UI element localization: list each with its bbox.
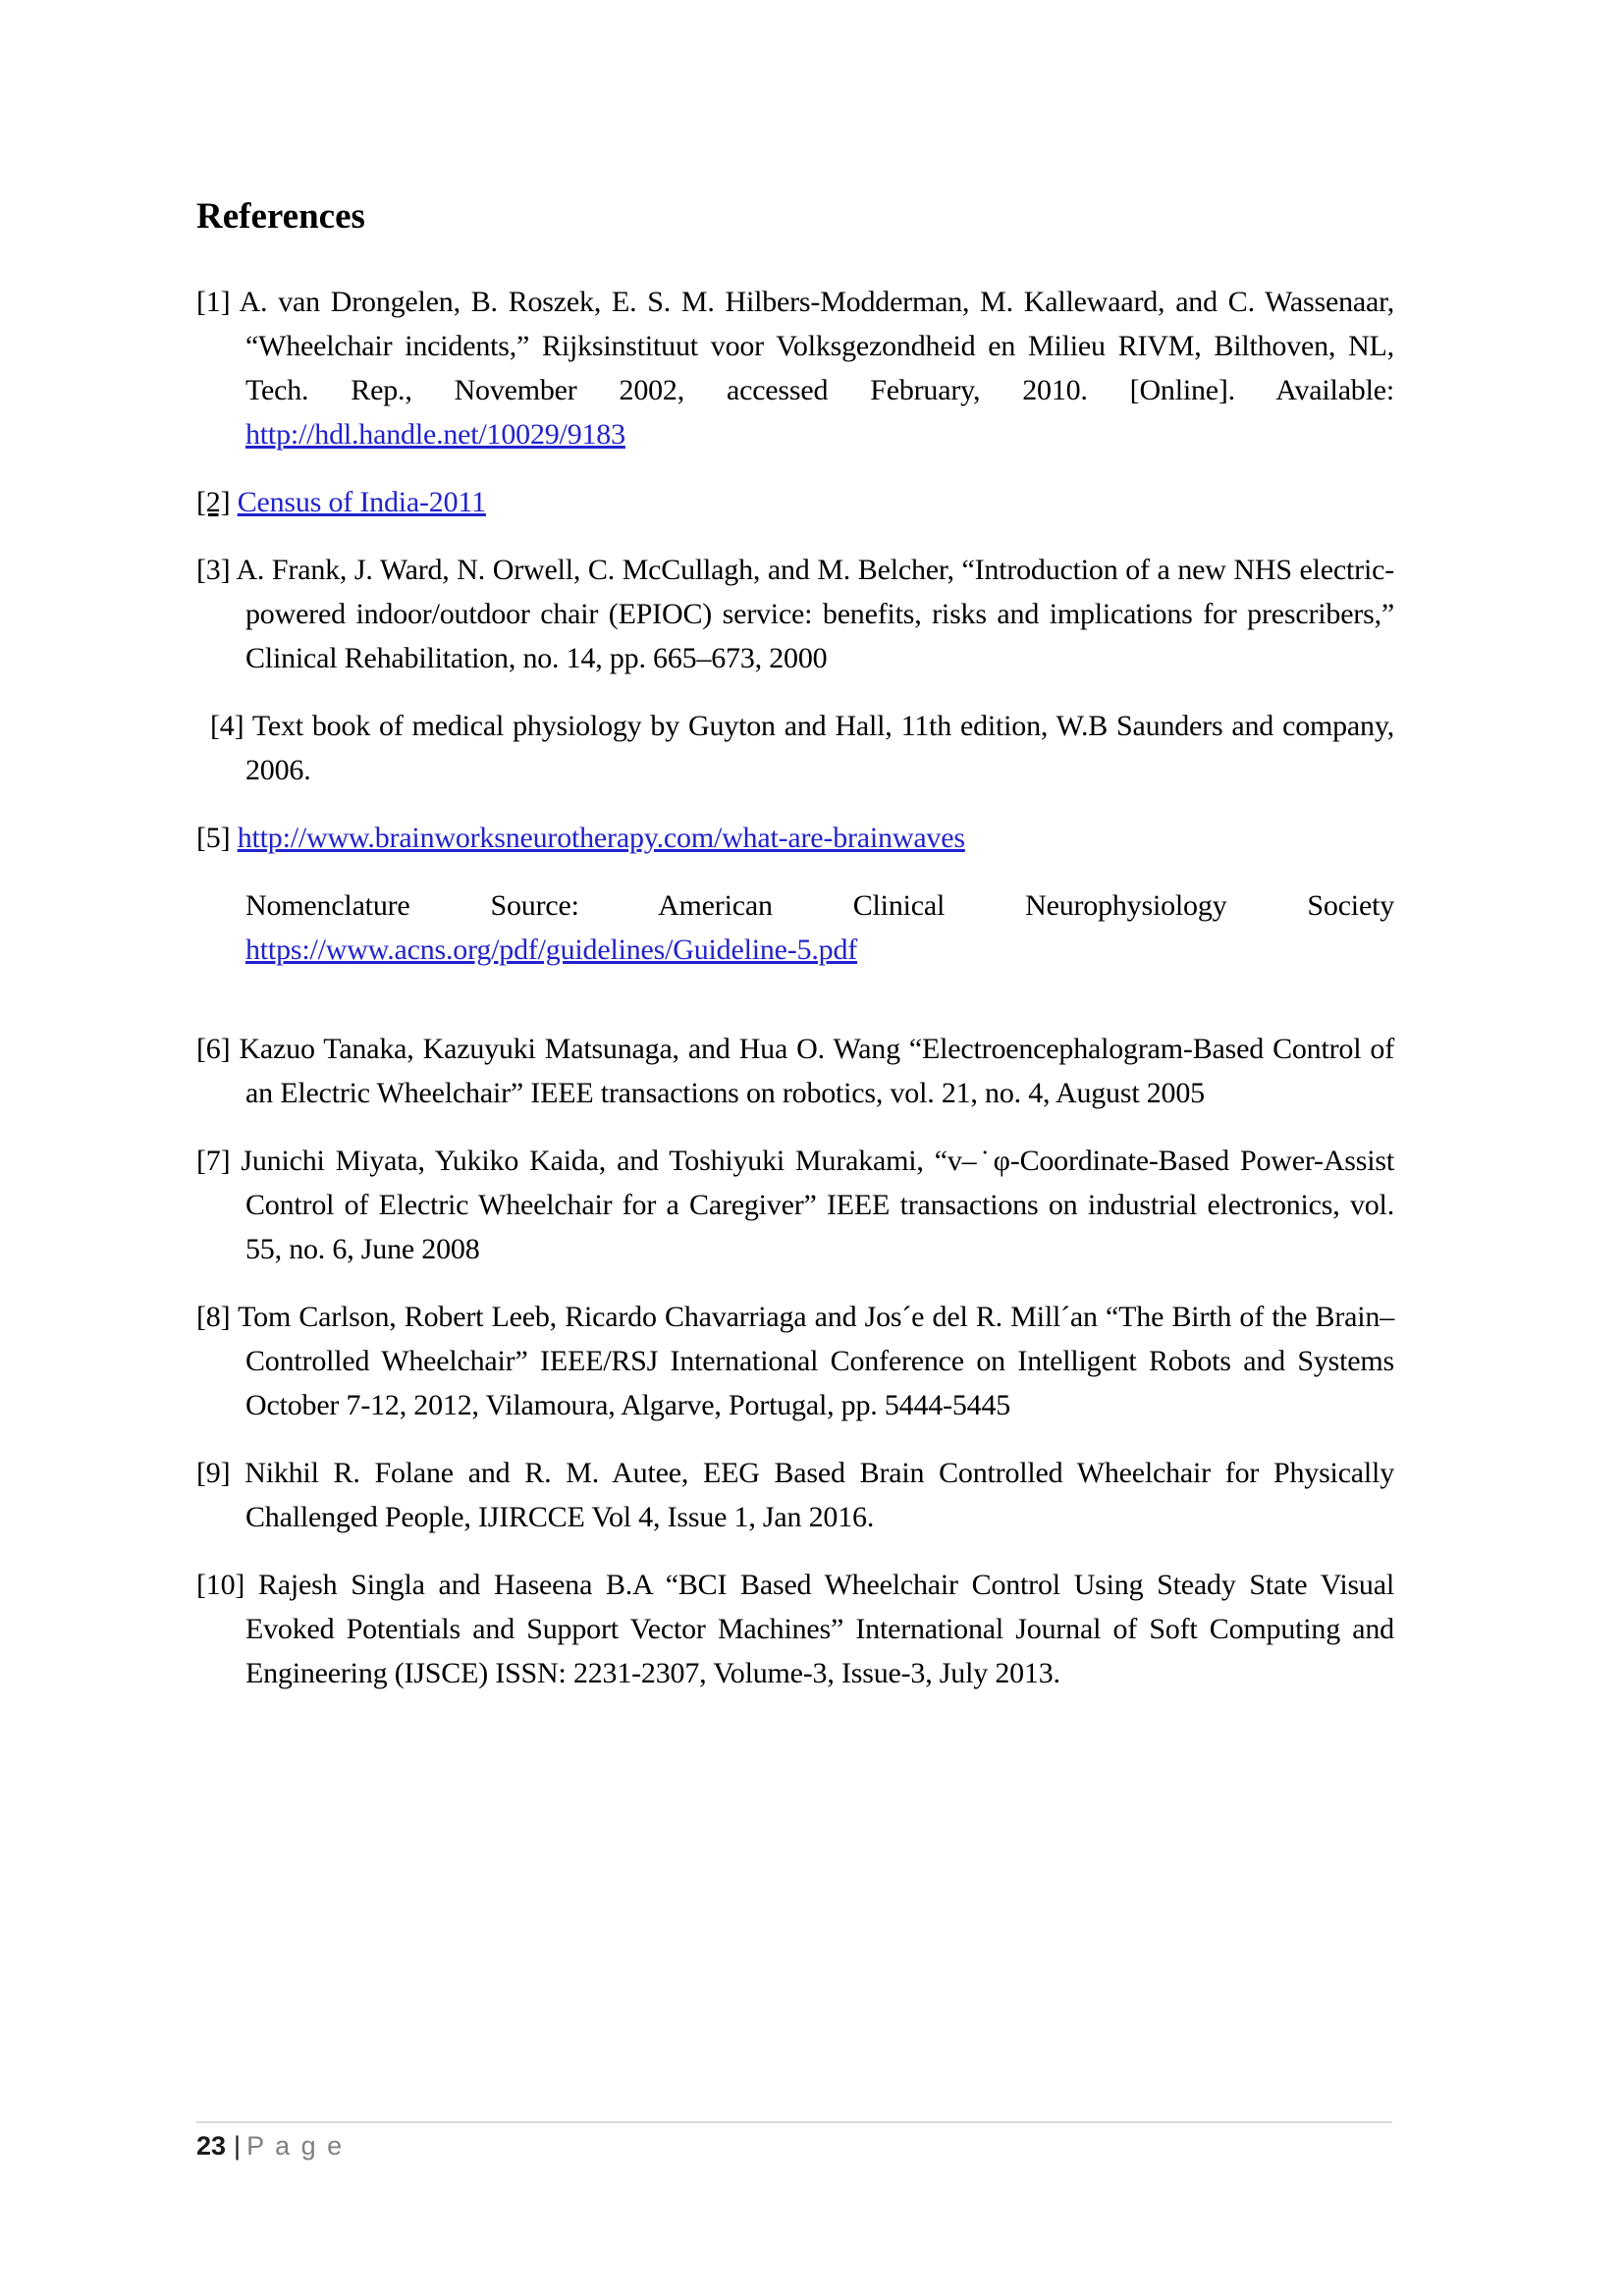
reference-link[interactable]: Census of India-2011	[237, 486, 486, 518]
reference-item	[196, 1563, 1394, 1695]
reference-item	[196, 1027, 1394, 1115]
page-title: References	[196, 196, 365, 237]
reference-item	[196, 816, 1394, 860]
page-content	[196, 196, 1394, 1719]
reference-link[interactable]: https://www.acns.org/pdf/guidelines/Guideline-5.pdf	[245, 934, 858, 966]
reference-text: Junichi Miyata, Yukiko Kaida, and Toshiyuki Murakami, “v–˙φ-Coordinate-Based Power-Assist Control of Electric Wheelchair for a Caregiver” IEEE transactions on industrial electronics, vol. 55, no. 6, June 2008	[241, 1145, 1394, 1265]
reference-marker: [2]	[196, 486, 231, 518]
reference-marker: [1]	[196, 286, 231, 318]
reference-marker: [5]	[196, 822, 231, 854]
reference-link[interactable]: http://hdl.handle.net/10029/9183	[245, 418, 625, 451]
reference-item	[196, 1451, 1394, 1539]
page-footer	[196, 2130, 344, 2162]
reference-marker: [9]	[196, 1457, 231, 1489]
reference-text: Kazuo Tanaka, Kazuyuki Matsunaga, and Hua O. Wang “Electroencephalogram-Based Control of an Electric Wheelchair” IEEE transactions on robotics, vol. 21, no. 4, August 2005	[239, 1033, 1394, 1109]
footer-separator: |	[234, 2131, 242, 2161]
reference-marker: [7]	[196, 1145, 231, 1177]
reference-marker: [3]	[196, 554, 231, 586]
reference-item	[196, 280, 1394, 456]
reference-marker: [10]	[196, 1569, 245, 1601]
reference-text: Nikhil R. Folane and R. M. Autee, EEG Based Brain Controlled Wheelchair for Physically Challenged People, IJIRCCE Vol 4, Issue 1, Jan 2016.	[244, 1457, 1394, 1533]
reference-item	[196, 704, 1394, 792]
reference-text: Rajesh Singla and Haseena B.A “BCI Based Wheelchair Control Using Steady State Visual Evoked Potentials and Support Vector Machines” International Journal of Soft Computing and Engineering (IJSCE) ISSN: 2231-2307, Volume-3, Issue-3, July 2013.	[245, 1569, 1394, 1689]
reference-text: Tom Carlson, Robert Leeb, Ricardo Chavarriaga and Jos´e del R. Mill´an “The Birth of the Brain–Controlled Wheelchair” IEEE/RSJ International Conference on Intelligent Robots and Systems October 7-12, 2012, Vilamoura, Algarve, Portugal, pp. 5444-5445	[238, 1301, 1394, 1421]
reference-text: Nomenclature Source: American Clinical Neurophysiology Society	[245, 889, 1394, 922]
reference-item	[196, 480, 1394, 524]
reference-marker: [4]	[210, 710, 244, 742]
reference-text: A. van Drongelen, B. Roszek, E. S. M. Hilbers-Modderman, M. Kallewaard, and C. Wassenaar, “Wheelchair incidents,” Rijksinstituut voor Volksgezondheid en Milieu RIVM, Bilthoven, NL, Tech. Rep., November 2002, accessed February, 2010. [Online]. Available:	[239, 286, 1394, 406]
page-number: 23	[196, 2131, 227, 2161]
reference-marker: [6]	[196, 1033, 231, 1065]
reference-text: A. Frank, J. Ward, N. Orwell, C. McCullagh, and M. Belcher, “Introduction of a new NHS electric-powered indoor/outdoor chair (EPIOC) service: benefits, risks and implications for prescribers,” Clinical Rehabilitation, no. 14, pp. 665–673, 2000	[236, 554, 1394, 674]
page-label: P a g e	[246, 2131, 345, 2161]
footer-rule	[196, 2121, 1392, 2123]
reference-item	[196, 1139, 1394, 1271]
references-list	[196, 280, 1394, 1695]
reference-link[interactable]: http://www.brainworksneurotherapy.com/what-are-brainwaves	[237, 822, 965, 854]
reference-item	[196, 1295, 1394, 1427]
reference-item	[196, 883, 1394, 972]
reference-text: Text book of medical physiology by Guyton and Hall, 11th edition, W.B Saunders and company, 2006.	[245, 710, 1394, 786]
reference-marker: [8]	[196, 1301, 231, 1333]
reference-item	[196, 548, 1394, 680]
